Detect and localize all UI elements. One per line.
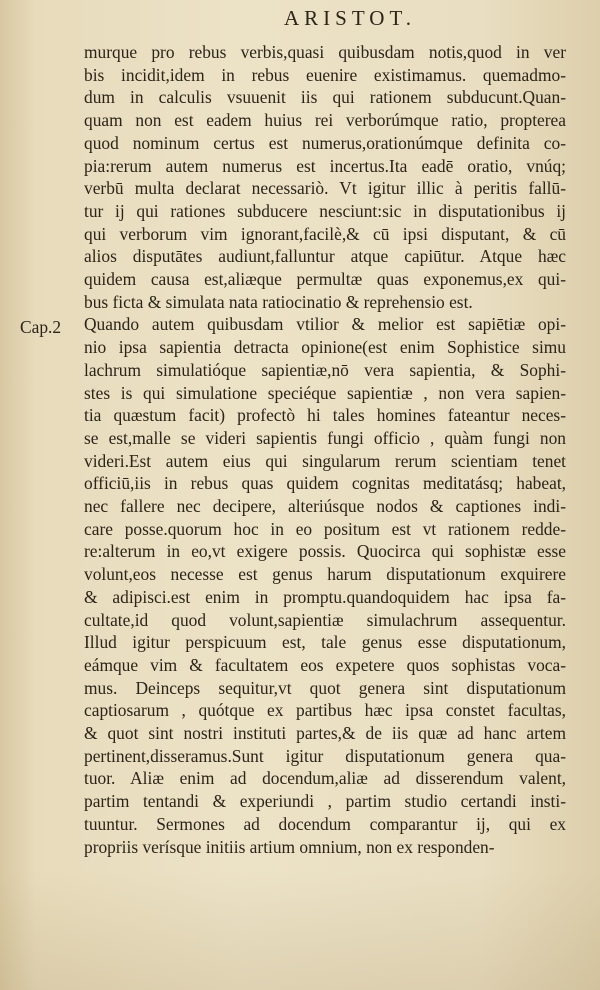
text-line: quod nominum certus est numerus,orationúmque definita co- — [84, 132, 566, 153]
text-line: dum in calculis vsuuenit iis qui rationem subducunt.Quan- — [84, 87, 566, 108]
text-line: volunt,eos necesse est genus harum disputationum exquirere — [84, 564, 566, 585]
text-line: lachrum simulatióque sapientiæ,nō vera sapientia, & Sophi- — [84, 359, 566, 380]
text-line: se est,malle se videri sapientis fungi officio , quàm fungi non — [84, 427, 566, 448]
text-line: & quot sint nostri instituti partes,& de iis quæ ad hanc artem — [84, 723, 566, 743]
text-line: captiosarum , quótque ex partibus hæc ipsa constet facultas, — [84, 700, 566, 721]
text-line: pia:rerum autem numerus est incertus.Ita eadē oratio, vnúq; — [84, 155, 566, 176]
text-line: tia quæstum facit) profectò hi tales homines fateantur neces- — [84, 405, 566, 426]
text-line: murque pro rebus verbis,quasi quibusdam notis,quod in ver — [84, 42, 566, 62]
text-line: qui verborum vim ignorant,facilè,& cū ipsi disputant, & cū — [84, 223, 566, 244]
text-line: verbū multa declarat necessariò. Vt igitur illic à peritis fallū- — [84, 178, 566, 199]
text-line: pertinent,disseramus.Sunt igitur disputationum genera qua- — [84, 745, 566, 766]
text-line: nio ipsa sapientia detracta opinione(est enim Sophistice simu — [84, 337, 566, 358]
text-line: stes is qui simulatione speciéque sapientiæ , non vera sapien- — [84, 382, 566, 403]
text-line: eámque vim & facultatem eos expetere quos sophistas voca- — [84, 654, 566, 675]
text-line: quidem causa est,aliæque permultæ quas exponemus,ex qui- — [84, 269, 566, 289]
text-line: mus. Deinceps sequitur,vt quot genera sint disputationum — [84, 677, 566, 698]
text-line: quam non est eadem huius rei verborúmque ratio, propterea — [84, 110, 566, 131]
text-line: re:alterum in eo,vt exigere possis. Quocirca qui sophistæ esse — [84, 541, 566, 562]
text-line: cultate,id quod volunt,sapientiæ simulachrum assequentur. — [84, 609, 566, 630]
text-line: tuor. Aliæ enim ad docendum,aliæ ad disserendum valent, — [84, 768, 566, 789]
text-line: propriis verísque initiis artium omnium, non ex responden- — [84, 836, 495, 857]
chapter-marginal-note: Cap.2 — [20, 317, 62, 337]
text-line: bus ficta & simulata nata ratiocinatio & reprehensio est. — [84, 291, 473, 312]
text-line: partim tentandi & experiundi , partim studio certandi insti- — [84, 791, 566, 812]
text-line: tuuntur. Sermones ad docendum comparantur ij, qui ex — [84, 813, 566, 834]
running-title: ARISTOT. — [284, 6, 416, 30]
text-line: Illud igitur perspicuum est, tale genus esse disputationum, — [84, 632, 566, 653]
text-line: & adipisci.est enim in promptu.quandoquidem hac ipsa fa- — [84, 586, 566, 607]
text-line: care posse.quorum hoc in eo positum est vt rationem redde- — [84, 518, 566, 539]
text-line: Quando autem quibusdam vtilior & melior est sapiētiæ opi- — [84, 314, 566, 335]
text-line: nec fallere nec decipere, alteriúsque nodos & captiones indi- — [84, 496, 566, 516]
text-line: alios disputātes audiunt,falluntur atque capiūtur. Atque hæc — [84, 246, 566, 267]
text-line: officiū,iis in rebus quas quidem cognitas meditatásq; habeat, — [84, 473, 566, 494]
text-line: bis incidit,idem in rebus euenire existimamus. quemadmo- — [84, 64, 566, 85]
text-line: videri.Est autem eius qui singularum rerum scientiam tenet — [84, 450, 566, 471]
text-line: tur ij qui rationes subducere nesciunt:sic in disputationibus ij — [84, 200, 566, 221]
running-header — [0, 6, 600, 31]
